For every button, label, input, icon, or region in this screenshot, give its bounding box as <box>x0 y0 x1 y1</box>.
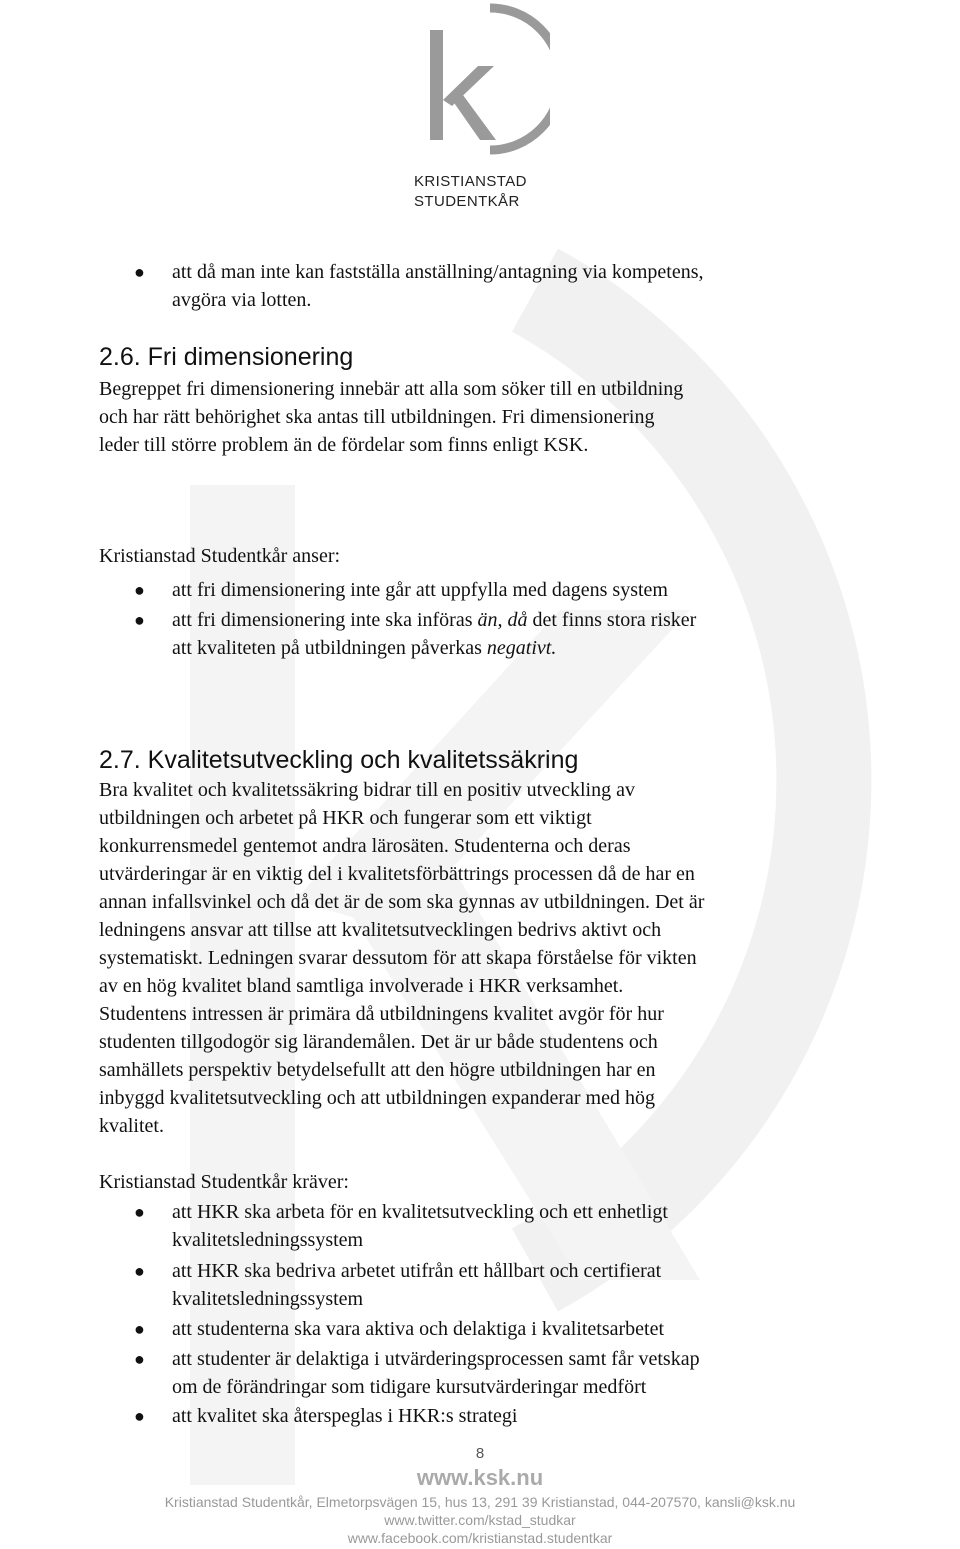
bullet-icon: ● <box>134 1202 145 1222</box>
bullet-icon: ● <box>134 262 145 282</box>
bullet-icon: ● <box>134 1349 145 1369</box>
footer-twitter-link[interactable]: www.twitter.com/kstad_studkar <box>384 1512 576 1528</box>
footer-facebook-link[interactable]: www.facebook.com/kristianstad.studentkar <box>347 1530 613 1546</box>
logo-line-2: STUDENTKÅR <box>414 193 520 210</box>
section-heading: 2.6. Fri dimensionering <box>99 343 354 371</box>
bullet-icon: ● <box>134 610 145 630</box>
bullet-icon: ● <box>134 1406 145 1426</box>
paragraph: Bra kvalitet och kvalitetssäkring bidrar till en positiv utveckling av utbildningen och arbetet på HKR och fungerar som ett viktigt konkurrensmedel gentemot andra lärosäten. Studenterna och deras utvärderingar är en viktig del i kvalitetsförbättrings processen då de har en annan infallsvinkel och då det är de som ska gynnas av utbildningen. Det är ledningens ansvar att tillse att kvalitetsutvecklingen bedrivs aktivt och systematiskt. Ledningen svarar dessutom för att skapa förståelse för vikten av en hög kvalitet bland samtliga involverade i HKR verksamhet. Studentens intressen är primära då utbildningens kvalitet avgör för hur studenten tillgodogör sig lärandemålen. Det är ur både studentens och samhällets perspektiv betydelsefullt att den högre utbildningen har en inbyggd kvalitetsutveckling och att utbildningen expanderar med hög kvalitet. <box>99 779 705 1137</box>
section-heading: 2.7. Kvalitetsutveckling och kvalitetssäkring <box>99 746 579 774</box>
paragraph: Begreppet fri dimensionering innebär att alla som söker till en utbildning och har rätt behörighet ska antas till utbildningen. Fri dimensionering leder till större problem än de fördelar som finns enligt KSK. <box>99 378 684 456</box>
bullet-icon: ● <box>134 1319 145 1339</box>
bullet-icon: ● <box>134 1261 145 1281</box>
footer-address: Kristianstad Studentkår, Elmetorpsvägen 15, hus 13, 291 39 Kristianstad, 044-207570, kansli@ksk.nu <box>164 1494 796 1510</box>
logo-line-1: KRISTIANSTAD <box>414 173 527 190</box>
demand-intro: Kristianstad Studentkår kräver: <box>99 1171 349 1193</box>
stance-intro: Kristianstad Studentkår anser: <box>99 545 341 567</box>
bullet-icon: ● <box>134 580 145 600</box>
page-number: 8 <box>475 1445 485 1462</box>
footer-website-link[interactable]: www.ksk.nu <box>416 1465 544 1490</box>
